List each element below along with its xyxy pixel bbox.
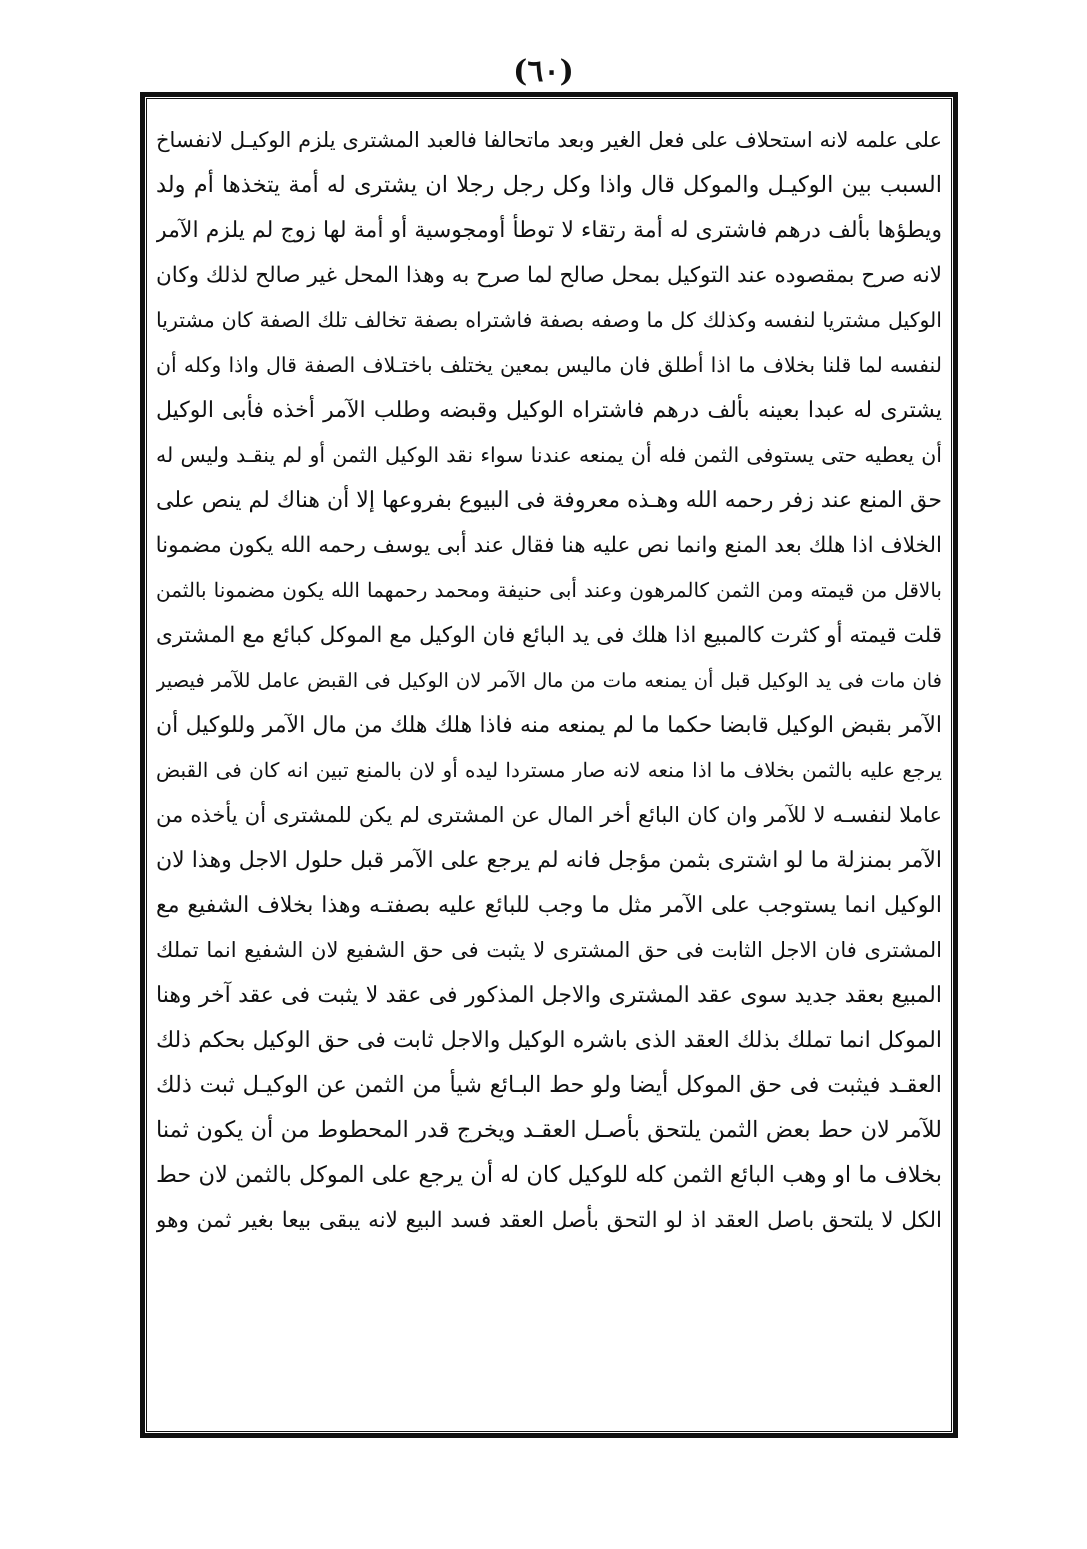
- text-line: يشترى له عبدا بعينه بألف درهم فاشتراه الوكيل وقبضه وطلب الآمر أخذه فأبى الوكيل: [156, 398, 942, 423]
- body-text: [156, 118, 942, 1434]
- text-line: الوكيل انما يستوجب على الآمر مثل ما وجب للبائع عليه بصفتـه وهذا بخلاف الشفيع مع: [156, 893, 942, 918]
- text-line: فان مات فى يد الوكيل قبل أن يمنعه مات من مال الآمر لان الوكيل فى القبض عامل للآمر فيصير: [156, 669, 942, 692]
- text-line: ويطؤها بألف درهم فاشترى له أمة رتقاء لا توطأ أومجوسية أو أمة لها زوج لم يلزم الآمر: [156, 218, 942, 243]
- text-line: على علمه لانه استحلاف على فعل الغير وبعد ماتحالفا فالعبد المشترى يلزم الوكيـل لانفساخ: [156, 128, 942, 152]
- text-line: بالاقل من قيمته ومن الثمن كالمرهون وعند أبى حنيفة ومحمد رحمهما الله يكون مضمونا بالثمن: [156, 578, 942, 602]
- text-line: عاملا لنفسـه لا للآمر وان كان البائع أخر المال عن المشترى لم يكن للمشترى أن يأخذه من: [156, 803, 942, 827]
- text-line: أن يعطيه حتى يستوفى الثمن فله أن يمنعه عندنا سواء نقد الوكيل الثمن أو لم ينقـد وليس له: [156, 443, 942, 467]
- text-line: للآمر لان حط بعض الثمن يلتحق بأصـل العقـد ويخرج قدر المحطوط من أن يكون ثمنا: [156, 1117, 942, 1143]
- text-line: لانه صرح بمقصوده عند التوكيل بمحل صالح لما صرح به وهذا المحل غير صالح لذلك وكان: [156, 263, 942, 288]
- page-number: (٦٠): [513, 54, 574, 89]
- text-line: لنفسه لما قلنا بخلاف ما اذا أطلق فان ماليس بمعين يختلف باختـلاف الصفة قال واذا وكله أن: [156, 353, 942, 377]
- text-line: الموكل انما تملك بذلك العقد الذى باشره الوكيل والاجل ثابت فى حق الوكيل بحكم ذلك: [156, 1028, 942, 1053]
- text-line: بخلاف ما او وهب البائع الثمن كله للوكيل كان له أن يرجع على الموكل بالثمن لان حط: [156, 1162, 942, 1188]
- text-line: العقـد فيثبت فى حق الموكل أيضا ولو حط البـائع شيأ من الثمن عن الوكيـل ثبت ذلك: [156, 1072, 942, 1098]
- text-line: الوكيل مشتريا لنفسه وكذلك كل ما وصفه بصفة فاشتراه بصفة تخالف تلك الصفة كان مشتريا: [156, 308, 942, 332]
- text-line: حق المنع عند زفر رحمه الله وهـذه معروفة فى البيوع بفروعها إلا أن هناك لم ينص على: [156, 488, 942, 513]
- text-line: السبب بين الوكيـل والموكل قال واذا وكل رجل رجلا ان يشترى له أمة يتخذها أم ولد: [156, 172, 942, 198]
- text-line: المبيع بعقد جديد سوى عقد المشترى والاجل المذكور فى عقد لا يثبت فى عقد آخر وهنا: [156, 983, 942, 1008]
- text-line: الخلاف اذا هلك بعد المنع وانما نص عليه هنا فقال عند أبى يوسف رحمه الله يكون مضمونا: [156, 533, 942, 558]
- text-line: الآمر بمنزلة ما لو اشترى بثمن مؤجل فانه لم يرجع على الآمر قبل حلول الاجل وهذا لان: [156, 848, 942, 873]
- text-line: الكل لا يلتحق باصل العقد اذ لو التحق بأصل العقد فسد البيع لانه يبقى بيعا بغير ثمن وهو: [156, 1208, 942, 1233]
- text-line: الآمر بقبض الوكيل قابضا حكما ما لم يمنعه منه فاذا هلك هلك من مال الآمر وللوكيل أن: [156, 713, 942, 738]
- text-line: يرجع عليه بالثمن بخلاف ما اذا منعه لانه صار مستردا ليده أو لان بالمنع تبين انه كان فى القبض: [156, 758, 942, 782]
- text-line: قلت قيمته أو كثرت كالمبيع اذا هلك فى يد البائع فان الوكيل مع الموكل كبائع مع المشترى: [156, 623, 942, 648]
- text-line: المشترى فان الاجل الثابت فى حق المشترى لا يثبت فى حق الشفيع لان الشفيع انما تملك: [156, 938, 942, 962]
